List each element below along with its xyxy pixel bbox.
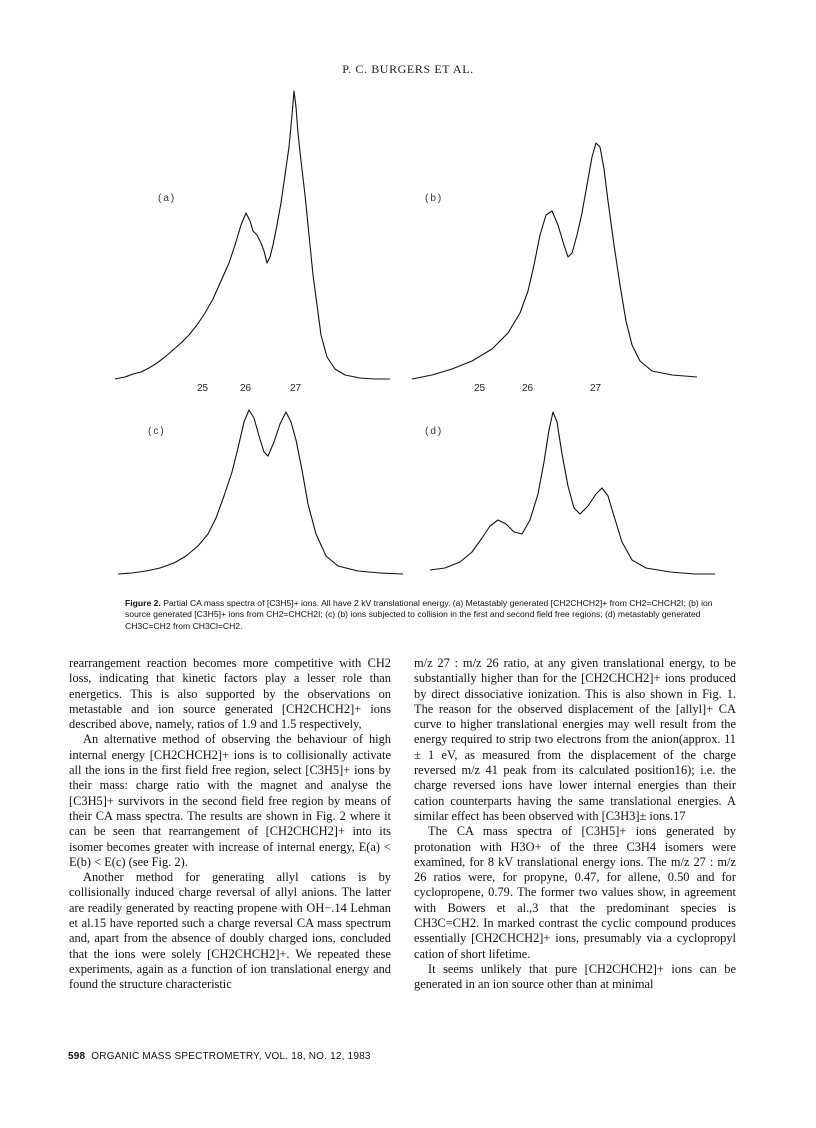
- journal-citation: ORGANIC MASS SPECTROMETRY, VOL. 18, NO. 12, 1983: [91, 1051, 371, 1062]
- running-head: P. C. BURGERS ET AL.: [342, 62, 474, 76]
- paragraph: Another method for generating allyl cations is by collisionally induced charge reversal of allyl anions. The latter are readily generated by reacting propene with OH−.14 Lehman et al.15 have reported such a charge reversal CA mass spectrum and, apart from the absence of doubly charged ions, concluded that the ions were solely [CH2CHCH2]+. We repeated these experiments, again as a function of ion translational energy and found the structure characteristic: [69, 870, 391, 992]
- panel-d-label: (d): [425, 426, 444, 437]
- page-number: 598: [68, 1051, 86, 1062]
- panel-d-spectrum: [430, 400, 720, 580]
- caption-label: Figure 2.: [125, 598, 161, 608]
- panel-a-tick-27: 27: [290, 383, 302, 394]
- panel-c-label: (c): [148, 426, 166, 437]
- right-column: [414, 656, 736, 993]
- panel-a-tick-25: 25: [197, 383, 209, 394]
- paragraph: rearrangement reaction becomes more competitive with CH2 loss, indicating that kinetic factors play a lesser role than energetics. This is also supported by the observations on metastable and ion source generated [CH2CHCH2]+ ions described above, namely, ratios of 1.9 and 1.5 respectively,: [69, 656, 391, 732]
- panel-a-tick-26: 26: [240, 383, 252, 394]
- panel-b-tick-25: 25: [474, 383, 486, 394]
- panel-c-spectrum: [118, 400, 408, 580]
- panel-b-label: (b): [425, 193, 444, 204]
- panel-b-tick-27: 27: [590, 383, 602, 394]
- panel-b-tick-26: 26: [522, 383, 534, 394]
- page-footer: [68, 1051, 371, 1062]
- panel-a-label: (a): [158, 193, 177, 204]
- paragraph: An alternative method of observing the behaviour of high internal energy [CH2CHCH2]+ ions is to collisionally activate all the ions in the first field free region, select [C3H5]+ ions by their mass: charge ratio with the magnet and analyse the [C3H5]+ survivors in the second field free region by means of their CA mass spectra. The results are shown in Fig. 2 where it can be seen that rearrangement of [CH2CHCH2]+ into its isomer becomes greater with increase of internal energy, E(a) < E(b) < E(c) (see Fig. 2).: [69, 732, 391, 869]
- left-column: [69, 656, 391, 993]
- paragraph: It seems unlikely that pure [CH2CHCH2]+ ions can be generated in an ion source other than at minimal: [414, 961, 736, 992]
- caption-text: Partial CA mass spectra of [C3H5]+ ions. All have 2 kV translational energy. (a) Metastably generated [CH2CHCH2]+ from CH2=CHCH2I; (b) ion source generated [C3H5]+ ions from CH2=CHCH2I; (c) (b) ions subjected to collision in the first and second field free regions; (d) metastably generated CH3C=CH2 from CH3Cl=CH2.: [125, 598, 713, 631]
- panel-b-spectrum: [412, 135, 712, 385]
- figure-caption: [125, 598, 717, 632]
- paragraph: The CA mass spectra of [C3H5]+ ions generated by protonation with H3O+ of the three C3H4 isomers were examined, for 8 kV translational energy ions. The m/z 27 : m/z 26 ratios were, for propyne, 0.47, for allene, 0.50 and for cyclopropene, 0.79. The former two values show, in agreement with Bowers et al.,3 that the predominant species is CH3C=CH2. In marked contrast the cyclic compound produces essentially [CH2CHCH2]+ ions, presumably via a cyclopropyl cation of short lifetime.: [414, 824, 736, 961]
- paragraph: m/z 27 : m/z 26 ratio, at any given translational energy, to be substantially higher than for the [CH2CHCH2]+ ions produced by direct dissociative ionization. This is also shown in Fig. 1. The reason for the observed displacement of the [allyl]+ CA curve to higher translational energies may well result from the energy required to strip two electrons from the anion(approx. 11 ± 1 eV, as measured from the displacement of the charge reversed m/z 41 peak from its calculated position16); i.e. the charge reversed ions have lower internal energies than their cation counterparts having the same translational energies. A similar effect has been observed with [C3H3]± ions.17: [414, 656, 736, 823]
- panel-a-spectrum: [115, 85, 400, 385]
